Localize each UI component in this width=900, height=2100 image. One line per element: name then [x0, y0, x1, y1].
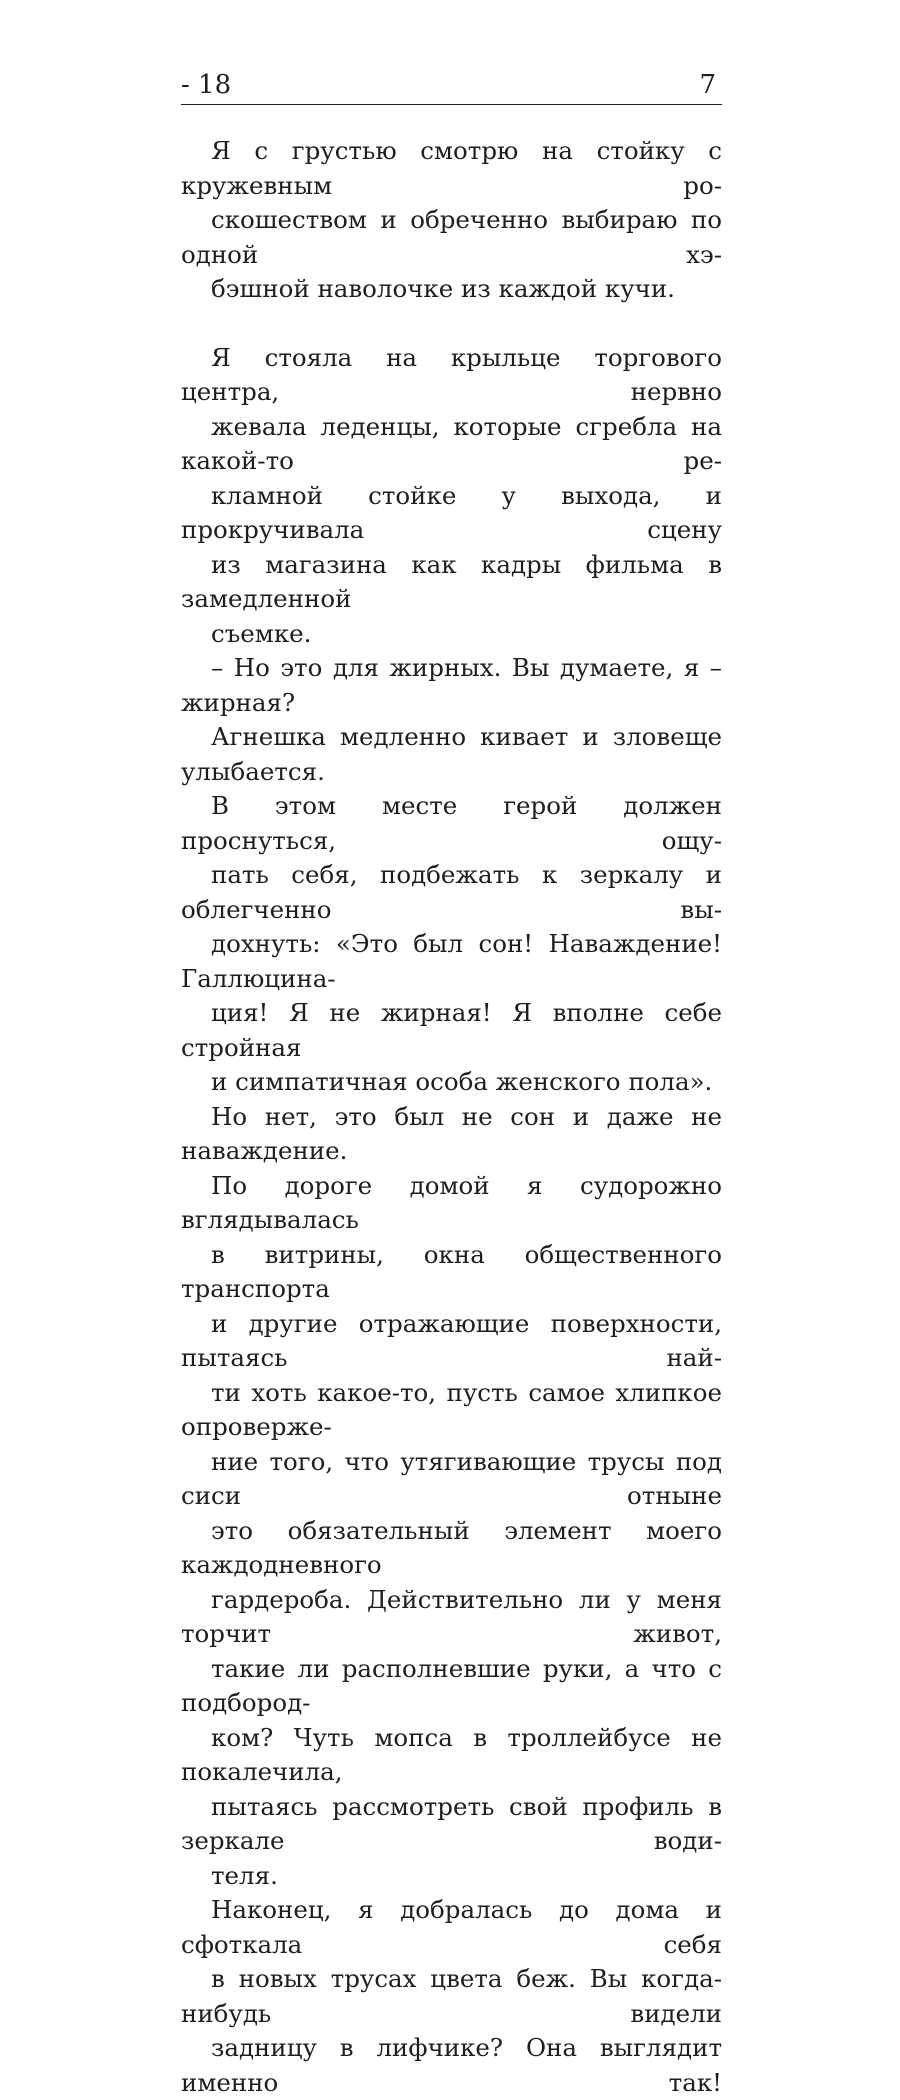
text-line: и симпатичная особа женского пола». — [211, 1067, 713, 1096]
page-number: 7 — [699, 70, 716, 100]
text-line: В этом месте герой должен проснуться, ощу- — [181, 791, 722, 855]
text-line: пать себя, подбежать к зеркалу и облегченно вы- — [181, 860, 722, 924]
paragraph — [181, 341, 722, 652]
text-line: в новых трусах цвета беж. Вы когда-нибудь видели — [181, 1964, 722, 2028]
text-line: и другие отражающие поверхности, пытаясь най- — [181, 1308, 722, 1372]
paragraph — [181, 789, 722, 1100]
text-line: ция! Я не жирная! Я вполне себе стройная — [181, 998, 722, 1062]
paragraph — [181, 1100, 722, 1169]
text-line: гардероба. Действительно ли у меня торчит живот, — [181, 1584, 722, 1648]
text-line: задницу в лифчике? Она выглядит именно так! — [181, 2033, 722, 2097]
text-line: из магазина как кадры фильма в замедленной — [181, 549, 722, 613]
text-line: Я стояла на крыльце торгового центра, нервно — [181, 342, 722, 406]
text-line: такие ли располневшие руки, а что с подбород- — [181, 1653, 722, 1717]
paragraph — [181, 1169, 722, 1894]
text-line: ком? Чуть мопса в троллейбусе не покалечила, — [181, 1722, 722, 1786]
text-line: пытаясь рассмотреть свой профиль в зеркале води- — [181, 1791, 722, 1855]
paragraph — [181, 134, 722, 307]
section-break — [181, 307, 722, 341]
text-line: съемке. — [211, 618, 312, 648]
text-line: – Но это для жирных. Вы думаете, я – жирная? — [181, 653, 722, 717]
text-line: ние того, что утягивающие трусы под сиси отныне — [181, 1446, 722, 1510]
text-line: это обязательный элемент моего каждодневного — [181, 1515, 722, 1579]
text-line: скошеством и обреченно выбираю по одной хэ- — [181, 205, 722, 269]
paragraph — [181, 1893, 722, 2100]
text-line: По дороге домой я судорожно вглядывалась — [181, 1170, 722, 1234]
header-left-text: - 18 — [181, 70, 232, 100]
text-line: ти хоть какое-то, пусть самое хлипкое опроверже- — [181, 1377, 722, 1441]
text-line: дохнуть: «Это был сон! Наваждение! Галлюцина- — [181, 929, 722, 993]
paragraph — [181, 720, 722, 789]
text-line: теля. — [211, 1860, 278, 1890]
paragraph — [181, 651, 722, 720]
running-header — [181, 70, 722, 105]
text-line: кламной стойке у выхода, и прокручивала сцену — [181, 480, 722, 544]
text-line: жевала леденцы, которые сгребла на какой-то ре- — [181, 411, 722, 475]
text-line: бэшной наволочке из каждой кучи. — [211, 274, 675, 303]
text-line: Агнешка медленно кивает и зловеще улыбается. — [181, 722, 722, 786]
body-text — [181, 134, 722, 2100]
text-line: в витрины, окна общественного транспорта — [181, 1239, 722, 1303]
text-line: Я с грустью смотрю на стойку с кружевным ро- — [181, 136, 722, 200]
text-line: Наконец, я добралась до дома и сфоткала себя — [181, 1895, 722, 1959]
text-line: Но нет, это был не сон и даже не наваждение. — [181, 1101, 722, 1165]
